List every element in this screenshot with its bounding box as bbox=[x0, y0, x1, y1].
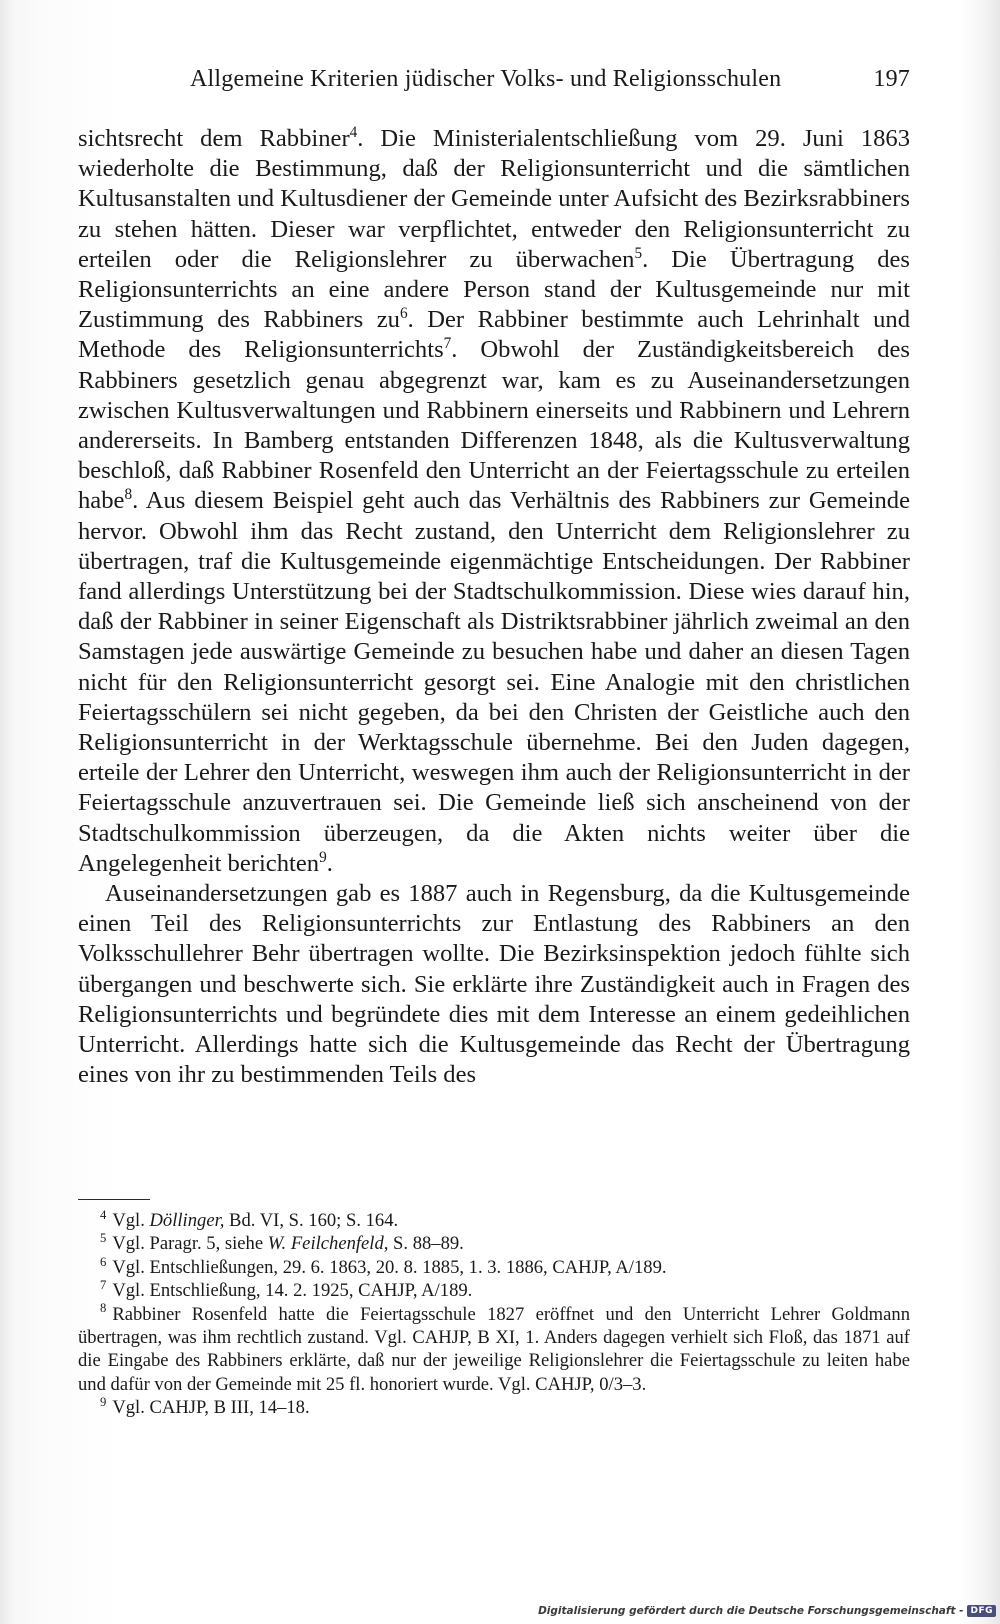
footnote-ref-5[interactable]: 5 bbox=[634, 244, 643, 262]
footnote-separator bbox=[78, 1199, 150, 1200]
paragraph-1-text: . Die Übertragung des Religionsunterrichts an eine andere Person stand der Kultusgemeinde nur mit Zustimmung des Rabbiners zu bbox=[78, 245, 910, 334]
footnote-mark: 5 bbox=[100, 1231, 107, 1246]
dfg-logo-icon: DFG bbox=[967, 1605, 996, 1617]
footnote-text: Vgl. Entschließung, 14. 2. 1925, CAHJP, A/189. bbox=[112, 1280, 473, 1302]
footnote-ref-6[interactable]: 6 bbox=[399, 305, 408, 323]
footnote-author: Döllinger, bbox=[149, 1210, 225, 1231]
digitization-credit: Digitalisierung gefördert durch die Deutsche Forschungsgemeinschaft - bbox=[538, 1605, 964, 1617]
footnote-mark: 7 bbox=[100, 1278, 107, 1293]
footnote-ref-4[interactable]: 4 bbox=[349, 123, 358, 141]
paragraph-1 bbox=[78, 124, 910, 879]
footnote-6 bbox=[78, 1256, 910, 1279]
footnote-4 bbox=[78, 1209, 910, 1232]
footnote-text: Vgl. bbox=[112, 1210, 150, 1231]
footnote-5 bbox=[78, 1232, 910, 1255]
paragraph-1-text: . Der Rabbiner bestimmte auch Lehrinhalt und Methode des Religionsunterrichts bbox=[78, 306, 910, 364]
paragraph-2: Auseinandersetzungen gab es 1887 auch in Regensburg, da die Kultusgemeinde einen Teil des Religionsunterrichts zur Entlastung des Rabbiners an den Volksschullehrer Behr übertragen wollte. Die Bezirksinspektion jedoch fühlte sich übergangen und beschwerte sich. Sie erklärte ihre Zuständigkeit auch in Fragen des Religionsunterrichts und begründete dies mit dem Interesse an einem gedeihlichen Unterricht. Allerdings hatte sich die Kultusgemeinde das Recht der Übertragung eines von ihr zu bestimmenden Teils des bbox=[78, 880, 910, 1089]
footnote-mark: 9 bbox=[100, 1395, 107, 1410]
footnote-text: Rabbiner Rosenfeld hatte die Feiertagsschule 1827 eröffnet und den Unterricht Lehrer Goldmann übertragen, was ihm rechtlich zustand. Vgl. CAHJP, B XI, 1. Anders dagegen verhielt sich Floß, das 1871 auf die Eingabe des Rabbiners erklärte, daß nur der jeweilige Religionslehrer die Feiertagsschule zu leiten habe und dafür von der Gemeinde mit 25 fl. honoriert wurde. Vgl. CAHJP, 0/3–3. bbox=[78, 1303, 910, 1395]
footnote-text: Bd. VI, S. 160; S. 164. bbox=[224, 1210, 399, 1231]
footnote-text: S. 88–89. bbox=[388, 1233, 464, 1255]
footnote-author: W. Feilchenfeld, bbox=[267, 1233, 389, 1255]
footnote-mark: 8 bbox=[100, 1301, 107, 1316]
paragraph-1-text: . Die Ministerialentschließung vom 29. Juni 1863 wiederholte die Bestimmung, daß der Religionsunterricht und die sämtlichen Kultusanstalten und Kultusdiener der Gemeinde unter Aufsicht des Bezirksrabbiners zu stehen hätten. Dieser war verpflichtet, entweder den Religionsunterricht zu erteilen oder die Religionslehrer zu überwachen bbox=[78, 125, 910, 273]
footnote-mark: 4 bbox=[100, 1207, 107, 1222]
footnote-8 bbox=[78, 1303, 910, 1397]
paragraph-1-text: . Obwohl der Zuständigkeitsbereich des Rabbiners gesetzlich genau abgegrenzt war, kam es zu Auseinandersetzungen zwischen Kultusverwaltungen und Rabbinern einerseits und Rabbinern und Lehrern andererseits. In Bamberg entstanden Differenzen 1848, als die Kultusverwaltung beschloß, daß Rabbiner Rosenfeld den Unterricht an der Feiertagsschule zu erteilen habe bbox=[78, 336, 910, 515]
footnote-ref-8[interactable]: 8 bbox=[124, 486, 133, 504]
footnote-ref-9[interactable]: 9 bbox=[319, 848, 327, 866]
footnotes bbox=[78, 1209, 910, 1420]
running-head bbox=[190, 66, 910, 98]
footnote-ref-7[interactable]: 7 bbox=[443, 335, 452, 353]
page-number: 197 bbox=[873, 66, 910, 92]
footnote-mark: 6 bbox=[100, 1254, 107, 1269]
footnote-text: Vgl. Entschließungen, 29. 6. 1863, 20. 8. 1885, 1. 3. 1886, CAHJP, A/189. bbox=[112, 1256, 667, 1278]
running-head-title: Allgemeine Kriterien jüdischer Volks- und Religionsschulen bbox=[190, 66, 782, 92]
footnote-9 bbox=[78, 1396, 910, 1419]
footnote-text: Vgl. Paragr. 5, siehe bbox=[112, 1233, 268, 1255]
paragraph-1-text: sichtsrecht dem Rabbiner bbox=[78, 125, 350, 152]
digitization-banner bbox=[538, 1602, 996, 1620]
footnote-text: Vgl. CAHJP, B III, 14–18. bbox=[112, 1397, 310, 1419]
footnote-7 bbox=[78, 1279, 910, 1302]
paragraph-1-text: . bbox=[326, 849, 333, 877]
body-text bbox=[78, 124, 910, 1091]
paragraph-1-text: . Aus diesem Beispiel geht auch das Verhältnis des Rabbiners zur Gemeinde hervor. Obwohl ihm das Recht zustand, den Unterricht dem Religionslehrer zu übertragen, traf die Kultusgemeinde eigenmächtige Entscheidungen. Der Rabbiner fand allerdings Unterstützung bei der Stadtschulkommission. Diese wies darauf hin, daß der Rabbiner in seiner Eigenschaft als Distriktsrabbiner jährlich zweimal an den Samstagen jede auswärtige Gemeinde zu besuchen habe und daher an diesen Tagen nicht für den Religionsunterricht gesorgt sei. Eine Analogie mit den christlichen Feiertagsschülern sei nicht gegeben, da bei den Christen der Geistliche auch den Religionsunterricht in der Werktagsschule übernehme. Bei den Juden dagegen, erteile der Lehrer den Unterricht, weswegen ihm auch der Religionsunterricht in der Feiertagsschule anzuvertrauen sei. Die Gemeinde ließ sich anscheinend von der Stadtschulkommission überzeugen, da die Akten nichts weiter über die Angelegenheit berichten bbox=[78, 487, 910, 877]
